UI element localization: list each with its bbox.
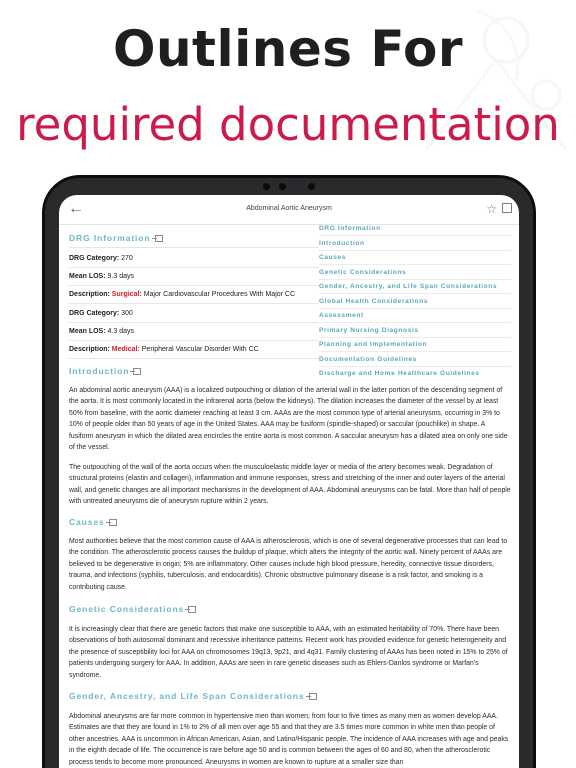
drg-category-row (69, 255, 319, 262)
promo-subtitle: required documentation (16, 98, 560, 151)
drg-section-heading[interactable] (69, 233, 163, 243)
divider (319, 293, 511, 294)
field-label: Mean LOS: (69, 328, 106, 335)
sensor-dot (279, 183, 286, 190)
introduction-paragraph-1: An abdominal aortic aneurysm (AAA) is a localized outpouching or dilation of the arterial wall in the latter portion of the descending segment of the aorta. It is most commonly located in the infrarenal aorta (below the kidneys). The dilation increases the diameter of the vessel by at least 50% from baseline, with the aortic diameter reaching at least 3 cm. AAAs are the most common type of arterial aneurysms, occurring in 3% to 10% of people older than 50 years of age in the United States. AAA may be fusiform (spindle-shaped) or saccular (pouchlike) in shape. A fusiform aneurysm in which the dilated area encircles the entire aorta is most common. A saccular aneurysm has a dilated area on only one side of the vessel. (69, 387, 508, 452)
gender-ancestry-heading[interactable] (69, 691, 317, 701)
section-heading-label: Gender, Ancestry, and Life Span Considerations (69, 691, 305, 701)
toc-item-global-health[interactable]: Global Health Considerations (319, 297, 429, 305)
section-heading-label: Genetic Considerations (69, 604, 185, 614)
field-label: Mean LOS: (69, 273, 106, 280)
sensor-dot (308, 183, 315, 190)
genetic-considerations-heading[interactable] (69, 604, 196, 614)
mean-los-row (69, 273, 319, 280)
camera-lens (295, 185, 299, 189)
divider (319, 279, 511, 280)
toc-item-assessment[interactable]: Assessment (319, 312, 364, 319)
toc-item-gender-ancestry-life-span[interactable]: Gender, Ancestry, and Life Span Considerations (319, 283, 498, 290)
divider (319, 264, 511, 265)
star-icon[interactable]: ☆ (486, 202, 497, 216)
field-label: DRG Category: (69, 255, 120, 262)
field-label: DRG Category: (69, 310, 120, 317)
toc-item-genetic-considerations[interactable]: Genetic Considerations (319, 268, 407, 276)
camera-sensors (263, 183, 315, 190)
jump-to-section-icon (155, 235, 163, 242)
causes-paragraph: Most authorities believe that the most common cause of AAA is atherosclerosis, which is one of several degenerative processes that can lead to the condition. The atherosclerotic process causes the buildup of plaque, which alters the integrity of the aortic wall. Ninety percent of AAAs are believed to be degenerative in origin; 5% are inflammatory. Other causes include high blood pressure, heredity, connective tissue disorders, trauma, and infections (syphilis, tuberculosis, and endocarditis). Chronic obstructive pulmonary disease is a risk factor, and smoking is a contributing cause. (69, 538, 508, 591)
divider (319, 250, 511, 251)
field-value: Peripheral Vascular Disorder With CC (141, 346, 259, 353)
divider (69, 285, 319, 286)
section-heading-label: Introduction (69, 366, 130, 376)
surgical-badge: Surgical: (111, 291, 142, 298)
divider (319, 308, 511, 309)
toc-item-introduction[interactable]: Introduction (319, 239, 365, 247)
jump-to-section-icon (133, 368, 141, 375)
genetic-paragraph: It is increasingly clear that there are genetic factors that make one susceptible to AAA, with an estimated heritability of 70%. There have been observations of both autosomal dominant and recessive inheritance patterns. Recent work has provided evidence for genetic heterogeneity and the presence of susceptibility loci for AAA on chromosomes 19q13, 9p21, and 4q31. Family clustering of AAAs has been noted in 15% to 25% of patients undergoing surgery for AAA. In addition, AAAs are seen in rare genetic diseases such as Ehlers-Danlos syndrome or Marfan's syndrome. (69, 626, 508, 679)
description-row (69, 346, 319, 353)
divider (69, 358, 319, 359)
causes-heading[interactable] (69, 517, 117, 527)
field-value: 300 (121, 310, 133, 317)
toc-item-primary-nursing-diagnosis[interactable]: Primary Nursing Diagnosis (319, 326, 419, 334)
field-value: 9.3 days (107, 273, 134, 280)
toc-item-documentation-guidelines[interactable]: Documentation Guidelines (319, 355, 417, 363)
drg-category-row (69, 310, 319, 317)
toc-item-causes[interactable]: Causes (319, 254, 347, 261)
field-label: Description: (69, 291, 110, 298)
toc-item-drg-information[interactable]: DRG Information (319, 225, 381, 232)
section-heading-label: Causes (69, 517, 105, 527)
nav-title: Abdominal Aortic Aneurysm (246, 205, 332, 212)
promo-title: Outlines For (112, 20, 464, 78)
medical-badge: Medical: (111, 346, 140, 353)
jump-to-section-icon (109, 519, 117, 526)
mean-los-row (69, 328, 319, 335)
divider (319, 366, 511, 367)
app-screen (59, 195, 519, 768)
divider (319, 351, 511, 352)
toc-item-planning-implementation[interactable]: Planning and Implementation (319, 341, 428, 348)
toc-item-discharge-home-healthcare[interactable]: Discharge and Home Healthcare Guidelines (319, 370, 480, 377)
arrow-left-icon[interactable]: ← (68, 200, 84, 217)
navigation-bar (59, 195, 519, 225)
description-row (69, 291, 319, 298)
field-value: 270 (121, 255, 133, 262)
sensor-dot (263, 183, 270, 190)
gender-paragraph: Abdominal aneurysms are far more common in hypertensive men than women; from four to five times as many men as women develop AAA. Estimates are that they are found in 1% to 2% of all men over age 55 and that they are 3.5 times more common in white men than people of other ancestries. AAA is uncommon in African American, Asian, and Latino/Hispanic people. The incidence of AAA increases with age and peaks in the eighth decade of life. The occurrence is rare before age 50 and is common between the ages of 60 and 80, when the atherosclerotic process tends to become more pronounced. Aneurysms in women are known to rupture at a smaller size than (69, 713, 509, 766)
export-icon[interactable] (502, 203, 512, 213)
field-value: Major Cardiovascular Procedures With Major CC (143, 291, 296, 298)
introduction-paragraph-2: The outpouching of the wall of the aorta occurs when the musculoelastic middle layer or media of the artery becomes weak. Degradation of structural proteins (elastin and collagen), inflammation and immune responses, stress and stretching of the inner and outer layers of the arterial wall, and genetic changes are all important mechanisms in the development of AAA. Abdominal aneurysms can be fatal. More than half of people with untreated aneurysms die of aneurysm rupture within 2 years. (69, 464, 511, 506)
field-value: 4.3 days (107, 328, 134, 335)
divider (69, 267, 319, 268)
field-label: Description: (69, 346, 110, 353)
divider (69, 303, 319, 304)
introduction-heading[interactable] (69, 366, 141, 376)
jump-to-section-icon (309, 693, 317, 700)
divider (69, 247, 319, 248)
divider (69, 322, 319, 323)
divider (319, 337, 511, 338)
drg-heading-label: DRG Information (69, 233, 151, 243)
divider (319, 322, 511, 323)
jump-to-section-icon (188, 606, 196, 613)
tablet-device-frame (42, 175, 536, 768)
divider (319, 235, 511, 236)
divider (69, 340, 319, 341)
